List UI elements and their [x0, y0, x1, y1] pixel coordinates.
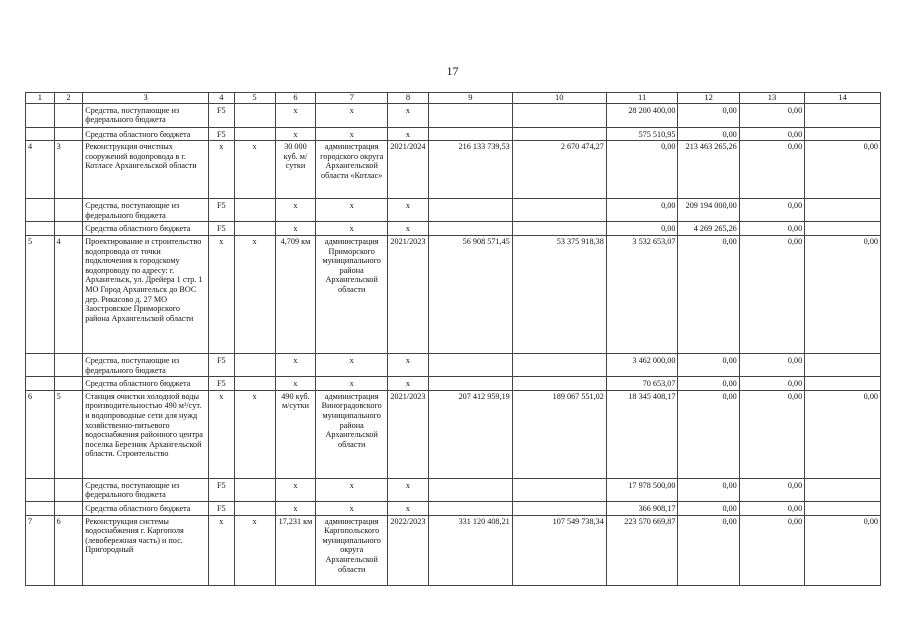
table-cell: x — [209, 515, 235, 585]
table-cell — [234, 501, 275, 515]
table-cell: 0,00 — [739, 353, 804, 376]
table-cell: 0,00 — [739, 235, 804, 353]
table-cell: 0,00 — [739, 127, 804, 141]
table-cell: Станция очистки холодной воды производительностью 490 м³/сут. и водопроводные сети для нужд хозяйственно-питьевого водоснабжения районного центра поселка Березник Архангельской области. Строительство — [83, 390, 209, 478]
table-cell — [512, 377, 606, 391]
table-cell — [54, 353, 83, 376]
table-cell: 2021/2023 — [387, 235, 428, 353]
table-cell — [428, 103, 512, 127]
table-cell: x — [387, 199, 428, 222]
column-header: 6 — [275, 93, 316, 104]
header-row — [26, 93, 881, 104]
table-cell — [234, 222, 275, 236]
table-cell: 0,00 — [678, 127, 739, 141]
table-cell — [234, 377, 275, 391]
table-cell: 189 067 551,02 — [512, 390, 606, 478]
table-cell: x — [275, 127, 316, 141]
column-header: 4 — [209, 93, 235, 104]
table-cell: 0,00 — [739, 141, 804, 199]
table-cell — [26, 501, 55, 515]
table-cell: F5 — [209, 127, 235, 141]
table-cell: 7 — [26, 515, 55, 585]
table-cell — [805, 222, 881, 236]
table-cell: x — [316, 501, 388, 515]
table-cell: x — [275, 222, 316, 236]
table-cell: 209 194 000,00 — [678, 199, 739, 222]
column-header: 7 — [316, 93, 388, 104]
table-cell: 0,00 — [739, 390, 804, 478]
column-header: 10 — [512, 93, 606, 104]
table-cell — [54, 501, 83, 515]
column-header: 3 — [83, 93, 209, 104]
table-cell: 4 269 265,26 — [678, 222, 739, 236]
table-cell: Средства областного бюджета — [83, 377, 209, 391]
column-header: 9 — [428, 93, 512, 104]
table-cell — [512, 199, 606, 222]
funding-source-row — [26, 353, 881, 376]
table-cell: x — [234, 515, 275, 585]
table-cell: 2021/2024 — [387, 141, 428, 199]
table-cell: 2 670 474,27 — [512, 141, 606, 199]
table-cell: 0,00 — [739, 199, 804, 222]
table-cell: F5 — [209, 501, 235, 515]
table-cell — [512, 501, 606, 515]
table-cell: 0,00 — [606, 199, 678, 222]
column-header: 1 — [26, 93, 55, 104]
table-cell: Средства областного бюджета — [83, 222, 209, 236]
table-cell: администрация Каргопольского муниципального округа Архангельской области — [316, 515, 388, 585]
table-cell — [428, 199, 512, 222]
table-cell: 0,00 — [805, 515, 881, 585]
table-cell — [234, 103, 275, 127]
table-cell: 0,00 — [739, 478, 804, 501]
table-cell: x — [275, 353, 316, 376]
table-cell — [805, 478, 881, 501]
table-cell: x — [316, 199, 388, 222]
table-cell: 17 978 500,00 — [606, 478, 678, 501]
table-cell — [805, 353, 881, 376]
table-cell: 0,00 — [805, 390, 881, 478]
table-cell: 0,00 — [678, 390, 739, 478]
table-cell: 6 — [54, 515, 83, 585]
table-cell: 70 653,07 — [606, 377, 678, 391]
table-cell: 0,00 — [805, 141, 881, 199]
table-cell: Проектирование и строительство водопровода от точки подключения к городскому водопроводу по адресу: г. Архангельск, ул. Дрейера 1 стр. 1 МО Город Архангельск до ВОС дер. Рикасово д. 27 МО Заостровское Приморского района Архангельской области — [83, 235, 209, 353]
table-cell: Средства областного бюджета — [83, 127, 209, 141]
table-cell — [26, 127, 55, 141]
table-cell — [234, 353, 275, 376]
table-cell: Средства, поступающие из федерального бюджета — [83, 353, 209, 376]
table-cell: x — [234, 141, 275, 199]
table-cell: F5 — [209, 353, 235, 376]
table-cell: x — [316, 222, 388, 236]
table-cell: x — [316, 377, 388, 391]
table-cell — [512, 478, 606, 501]
funding-source-row — [26, 222, 881, 236]
funding-source-row — [26, 199, 881, 222]
column-header: 8 — [387, 93, 428, 104]
table-cell — [54, 199, 83, 222]
table-cell: 366 908,17 — [606, 501, 678, 515]
table-cell: x — [275, 103, 316, 127]
table-cell: 0,00 — [739, 501, 804, 515]
table-cell: 0,00 — [678, 103, 739, 127]
table-cell: x — [387, 501, 428, 515]
table-cell: x — [209, 235, 235, 353]
table-cell — [428, 353, 512, 376]
table-cell — [428, 127, 512, 141]
table-cell: 28 200 400,00 — [606, 103, 678, 127]
table-cell: 6 — [26, 390, 55, 478]
table-cell — [26, 353, 55, 376]
table-cell — [26, 199, 55, 222]
funding-source-row — [26, 501, 881, 515]
table-cell: F5 — [209, 478, 235, 501]
table-cell: 18 345 408,17 — [606, 390, 678, 478]
table-cell — [512, 103, 606, 127]
table-cell: x — [316, 478, 388, 501]
table-cell: 0,00 — [678, 353, 739, 376]
column-header: 11 — [606, 93, 678, 104]
table-cell — [512, 222, 606, 236]
table-cell — [805, 377, 881, 391]
page-number: 17 — [446, 64, 459, 78]
table-cell: x — [275, 199, 316, 222]
table-cell: 490 куб. м/сутки — [275, 390, 316, 478]
table-cell: Средства, поступающие из федерального бюджета — [83, 103, 209, 127]
table-cell: 0,00 — [739, 103, 804, 127]
table-cell: F5 — [209, 222, 235, 236]
table-cell: x — [234, 390, 275, 478]
table-cell — [54, 377, 83, 391]
table-cell — [26, 478, 55, 501]
table-cell: Реконструкция системы водоснабжения г. Каргополя (левобережная часть) и пос. Пригородный — [83, 515, 209, 585]
table-cell: F5 — [209, 199, 235, 222]
table-cell — [805, 127, 881, 141]
table-cell: 2022/2023 — [387, 515, 428, 585]
table-cell — [26, 377, 55, 391]
table-cell: x — [275, 501, 316, 515]
table-cell — [54, 222, 83, 236]
table-cell: x — [316, 103, 388, 127]
table-cell: 575 510,95 — [606, 127, 678, 141]
table-cell: администрация Виноградовского муниципального района Архангельской области — [316, 390, 388, 478]
table-cell: x — [275, 377, 316, 391]
table-cell: 53 375 918,38 — [512, 235, 606, 353]
table-cell: администрация Приморского муниципального района Архангельской области — [316, 235, 388, 353]
table-cell: 3 — [54, 141, 83, 199]
table-cell: 0,00 — [606, 222, 678, 236]
table-cell — [54, 127, 83, 141]
table-cell: 0,00 — [678, 501, 739, 515]
table-cell — [26, 103, 55, 127]
project-row — [26, 390, 881, 478]
table-cell: x — [316, 127, 388, 141]
table-cell: 207 412 959,19 — [428, 390, 512, 478]
table-cell: 4 — [26, 141, 55, 199]
funding-source-row — [26, 103, 881, 127]
table-cell: 216 133 739,53 — [428, 141, 512, 199]
table-cell: x — [387, 377, 428, 391]
table-cell: x — [387, 103, 428, 127]
table-cell: x — [209, 141, 235, 199]
project-row — [26, 515, 881, 585]
table-cell: 3 462 000,00 — [606, 353, 678, 376]
table-cell — [428, 222, 512, 236]
table-cell: 213 463 265,26 — [678, 141, 739, 199]
table-cell: 0,00 — [739, 222, 804, 236]
table-cell — [428, 501, 512, 515]
table-cell — [54, 478, 83, 501]
table-cell — [512, 353, 606, 376]
table-cell: x — [275, 478, 316, 501]
table-cell: x — [387, 127, 428, 141]
funding-source-row — [26, 127, 881, 141]
table-cell: 107 549 738,34 — [512, 515, 606, 585]
project-row — [26, 141, 881, 199]
table-cell: Средства, поступающие из федерального бюджета — [83, 478, 209, 501]
table-cell: 0,00 — [678, 515, 739, 585]
table-cell: 0,00 — [739, 515, 804, 585]
table-cell — [428, 377, 512, 391]
column-header: 12 — [678, 93, 739, 104]
table-cell — [26, 222, 55, 236]
table-cell: x — [316, 353, 388, 376]
table-cell: Средства областного бюджета — [83, 501, 209, 515]
budget-table — [25, 92, 881, 586]
table-cell — [805, 501, 881, 515]
table-cell: 0,00 — [678, 478, 739, 501]
table-cell — [234, 478, 275, 501]
table-cell: Реконструкция очистных сооружений водопровода в г. Котласе Архангельской области — [83, 141, 209, 199]
table-cell — [805, 103, 881, 127]
column-header: 14 — [805, 93, 881, 104]
table-cell: F5 — [209, 377, 235, 391]
table-cell: 5 — [54, 390, 83, 478]
table-cell: 0,00 — [739, 377, 804, 391]
table-cell: 331 120 408,21 — [428, 515, 512, 585]
table-cell: Средства, поступающие из федерального бюджета — [83, 199, 209, 222]
funding-source-row — [26, 377, 881, 391]
table-cell: x — [234, 235, 275, 353]
table-cell: 0,00 — [678, 235, 739, 353]
table-cell: 56 908 571,45 — [428, 235, 512, 353]
table-cell: x — [387, 222, 428, 236]
column-header: 2 — [54, 93, 83, 104]
table-cell: 17,231 км — [275, 515, 316, 585]
table-cell: x — [387, 478, 428, 501]
table-cell — [234, 199, 275, 222]
table-cell: 5 — [26, 235, 55, 353]
table-cell: 30 000 куб. м/сутки — [275, 141, 316, 199]
table-cell — [428, 478, 512, 501]
table-cell — [512, 127, 606, 141]
table-cell: x — [209, 390, 235, 478]
table-cell: 2021/2023 — [387, 390, 428, 478]
table-cell: 3 532 653,07 — [606, 235, 678, 353]
table-cell: 0,00 — [678, 377, 739, 391]
table-cell: 223 570 669,87 — [606, 515, 678, 585]
table-cell — [805, 199, 881, 222]
project-row — [26, 235, 881, 353]
funding-source-row — [26, 478, 881, 501]
column-header: 13 — [739, 93, 804, 104]
table-cell: 4,709 км — [275, 235, 316, 353]
table-cell: x — [387, 353, 428, 376]
table-cell: 0,00 — [606, 141, 678, 199]
table-cell: администрация городского округа Архангельской области «Котлас» — [316, 141, 388, 199]
table-cell: F5 — [209, 103, 235, 127]
table-cell — [234, 127, 275, 141]
table-cell — [54, 103, 83, 127]
table-cell: 0,00 — [805, 235, 881, 353]
column-header: 5 — [234, 93, 275, 104]
table-cell: 4 — [54, 235, 83, 353]
